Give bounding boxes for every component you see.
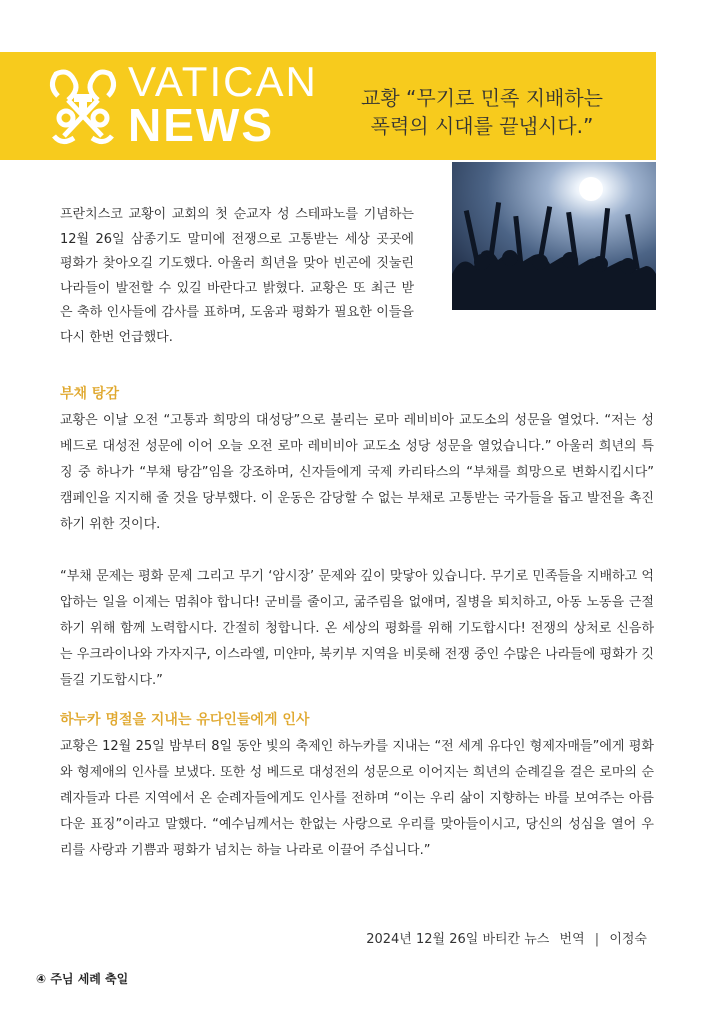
- credit-translation-label: 번역: [559, 932, 585, 947]
- section-title: 부채 탕감: [60, 386, 119, 402]
- section-debt-relief: [60, 382, 654, 694]
- headline: [318, 84, 646, 140]
- credit-line: [366, 928, 647, 947]
- header-banner: [0, 52, 656, 160]
- section-title: 하누카 명절을 지내는 유다인들에게 인사: [60, 712, 310, 728]
- paragraph: “부채 문제는 평화 문제 그리고 무기 ‘암시장’ 문제와 깊이 맞닿아 있습니다. 무기로 민족들을 지배하고 억압하는 일을 이제는 멈춰야 합니다! 군비를 줄이고, 굶주림을 없애며, 질병을 퇴치하고, 아동 노동을 근절하기 위해 함께 노력합시다. 간절히 청합니다. 온 세상의 평화를 위해 기도합시다! 전쟁의 상처로 신음하는 우크라이나와 가자지구, 이스라엘, 미얀마, 북키부 지역을 비롯해 전쟁 중인 수많은 나라들에 평화가 깃들길 기도합시다.”: [60, 569, 654, 688]
- hero-photo-silhouettes: [452, 162, 656, 310]
- credit-separator: |: [594, 932, 600, 947]
- headline-line-2: 폭력의 시대를 끝냅시다.”: [370, 114, 594, 138]
- credit-date-source: 2024년 12월 26일 바티칸 뉴스: [366, 932, 550, 947]
- headline-line-1: 교황 “무기로 민족 지배하는: [361, 86, 603, 110]
- logo-news-text: NEWS: [128, 99, 274, 151]
- logo-vatican-text: VATICAN: [128, 58, 318, 105]
- intro-paragraph: 프란치스코 교황이 교회의 첫 순교자 성 스테파노를 기념하는 12월 26일 삼종기도 말미에 전쟁으로 고통받는 세상 곳곳에 평화가 찾아오길 기도했다. 아울러 희년을 맞아 빈곤에 짓눌린 나라들이 발전할 수 있길 바란다고 밝혔다. 교황은 또 최근 받은 축하 인사들에 감사를 표하며, 도움과 평화가 필요한 이들을 다시 한번 언급했다.: [60, 207, 414, 345]
- section-hanukkah: [60, 708, 654, 864]
- footer-page-label: ④ 주님 세례 축일: [36, 972, 129, 986]
- vatican-keys-emblem-icon: [44, 66, 122, 148]
- credit-translator: 이정숙: [609, 932, 647, 947]
- paragraph: 교황은 12월 25일 밤부터 8일 동안 빛의 축제인 하누카를 지내는 “전 세계 유다인 형제자매들”에게 평화와 형제애의 인사를 보냈다. 또한 성 베드로 대성전의 성문으로 이어지는 희년의 순례길을 걸은 로마의 순례자들과 다른 지역에서 온 순례자들에게도 인사를 전하며 “이는 우리 삶이 지향하는 바를 보여주는 아름다운 표징”이라고 말했다. “예수님께서는 한없는 사랑으로 우리를 맞아들이시고, 당신의 성심을 열어 우리를 사랑과 기쁨과 평화가 넘치는 하늘 나라로 이끌어 주십니다.”: [60, 739, 654, 858]
- paragraph: 교황은 이날 오전 “고통과 희망의 대성당”으로 불리는 로마 레비비아 교도소의 성문을 열었다. “저는 성 베드로 대성전 성문에 이어 오늘 오전 로마 레비비아 교도소 성당 성문을 열었습니다.” 아울러 희년의 특징 중 하나가 “부채 탕감”임을 강조하며, 신자들에게 국제 카리타스의 “부채를 희망으로 변화시킵시다” 캠페인을 지지해 줄 것을 당부했다. 이 운동은 감당할 수 없는 부채로 고통받는 국가들을 돕고 발전을 촉진하기 위한 것이다.: [60, 413, 654, 532]
